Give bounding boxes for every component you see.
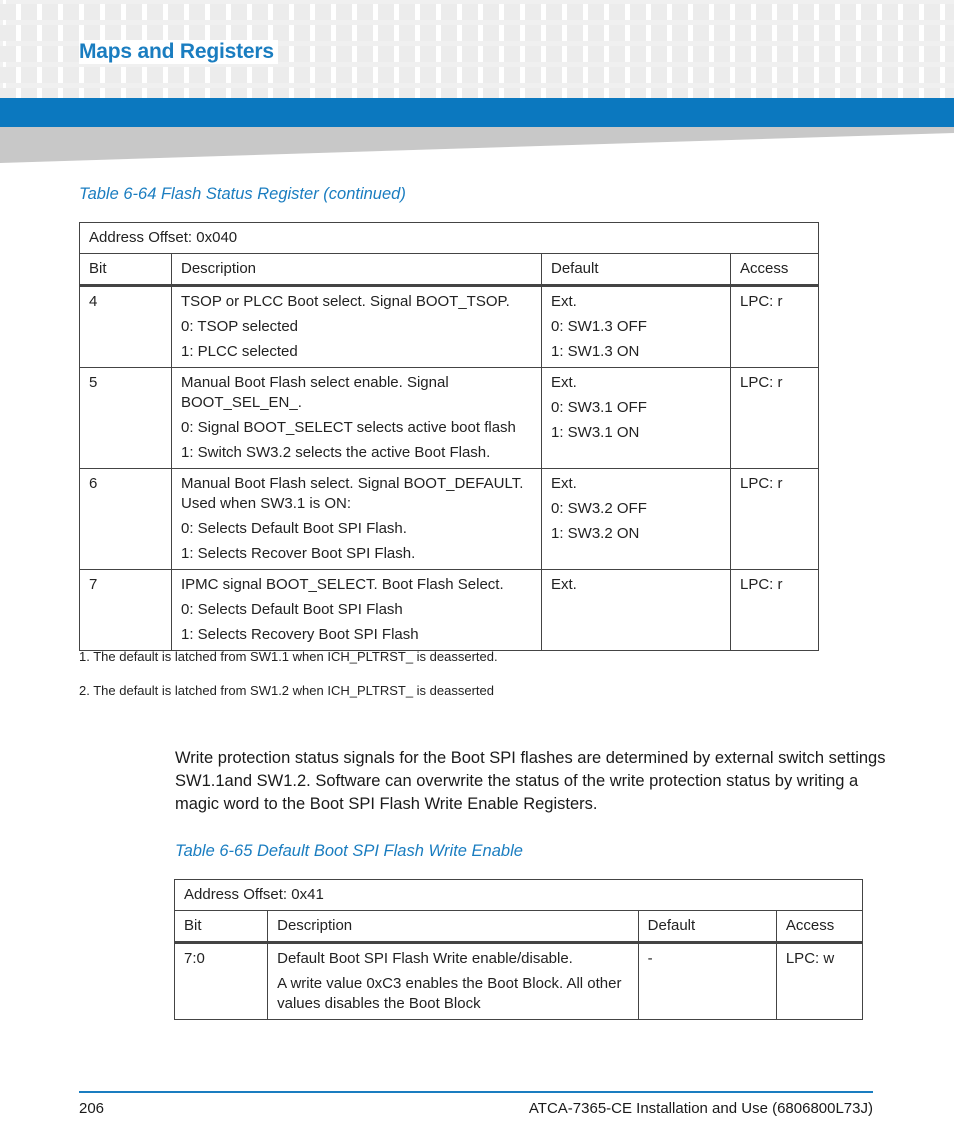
footnote-2: 2. The default is latched from SW1.2 when ICH_PLTRST_ is deasserted <box>79 683 494 698</box>
footnote-1: 1. The default is latched from SW1.1 when ICH_PLTRST_ is deasserted. <box>79 649 498 664</box>
address-offset: Address Offset: 0x040 <box>80 223 819 254</box>
description-cell <box>172 368 542 469</box>
column-header: Bit <box>175 911 268 943</box>
access-cell: LPC: w <box>776 943 862 1020</box>
document-id: ATCA-7365-CE Installation and Use (6806800L73J) <box>528 1100 873 1117</box>
table-row <box>80 368 819 469</box>
address-row <box>175 880 863 911</box>
description-line: 0: Selects Default Boot SPI Flash <box>181 601 403 618</box>
column-header: Description <box>268 911 639 943</box>
table2-caption: Table 6-65 Default Boot SPI Flash Write Enable <box>175 842 523 860</box>
table-row <box>175 943 863 1020</box>
table-row <box>80 469 819 570</box>
description-line: 0: Signal BOOT_SELECT selects active boot flash <box>181 419 516 436</box>
access-cell: LPC: r <box>731 570 819 651</box>
description-line: 0: TSOP selected <box>181 318 299 335</box>
column-header-row <box>175 911 863 943</box>
table-row <box>80 570 819 651</box>
default-line: Ext. <box>551 475 577 492</box>
column-header: Bit <box>80 254 172 286</box>
description-line: 1: Switch SW3.2 selects the active Boot Flash. <box>181 444 491 461</box>
description-line: 0: Selects Default Boot SPI Flash. <box>181 520 407 537</box>
column-header: Description <box>172 254 542 286</box>
header-blue-bar <box>0 98 954 127</box>
body-paragraph: Write protection status signals for the Boot SPI flashes are determined by external switch settings SW1.1and SW1.2. Software can overwrite the status of the write protection status by writing a magic word to the Boot SPI Flash Write Enable Registers. <box>175 749 886 813</box>
description-line: 1: Selects Recover Boot SPI Flash. <box>181 545 416 562</box>
description-line: IPMC signal BOOT_SELECT. Boot Flash Select. <box>181 576 504 593</box>
address-row <box>80 223 819 254</box>
column-header: Access <box>731 254 819 286</box>
description-line: 1: Selects Recovery Boot SPI Flash <box>181 626 419 643</box>
description-line: Manual Boot Flash select. Signal BOOT_DEFAULT. Used when SW3.1 is ON: <box>181 475 524 512</box>
default-line: 0: SW3.2 OFF <box>551 500 647 517</box>
default-cell <box>638 943 776 1020</box>
default-line: Ext. <box>551 374 577 391</box>
table1-caption: Table 6-64 Flash Status Register (continued) <box>79 185 406 203</box>
default-line: 0: SW3.1 OFF <box>551 399 647 416</box>
default-line: 1: SW3.2 ON <box>551 525 640 542</box>
default-line: - <box>647 950 653 967</box>
description-cell <box>172 469 542 570</box>
description-cell <box>268 943 639 1020</box>
bit-cell: 6 <box>80 469 172 570</box>
bit-cell: 7 <box>80 570 172 651</box>
default-cell <box>542 368 731 469</box>
column-header: Access <box>776 911 862 943</box>
default-line: Ext. <box>551 293 577 310</box>
default-line: Ext. <box>551 576 577 593</box>
bit-cell: 4 <box>80 286 172 368</box>
default-line: 1: SW3.1 ON <box>551 424 640 441</box>
default-cell <box>542 570 731 651</box>
page-title: Maps and Registers <box>79 40 278 64</box>
access-cell: LPC: r <box>731 286 819 368</box>
description-line: Manual Boot Flash select enable. Signal BOOT_SEL_EN_. <box>181 374 449 411</box>
description-line: A write value 0xC3 enables the Boot Block. All other values disables the Boot Block <box>277 975 622 1012</box>
default-cell <box>542 469 731 570</box>
description-line: Default Boot SPI Flash Write enable/disable. <box>277 950 573 967</box>
description-line: TSOP or PLCC Boot select. Signal BOOT_TSOP. <box>181 293 510 310</box>
description-line: 1: PLCC selected <box>181 343 298 360</box>
default-cell <box>542 286 731 368</box>
footer-divider <box>79 1091 873 1093</box>
column-header: Default <box>638 911 776 943</box>
table-row <box>80 286 819 368</box>
flash-status-register-table <box>79 222 819 651</box>
access-cell: LPC: r <box>731 368 819 469</box>
default-line: 0: SW1.3 OFF <box>551 318 647 335</box>
bit-cell: 7:0 <box>175 943 268 1020</box>
address-offset: Address Offset: 0x41 <box>175 880 863 911</box>
column-header: Default <box>542 254 731 286</box>
access-cell: LPC: r <box>731 469 819 570</box>
write-enable-table <box>174 879 863 1020</box>
column-header-row <box>80 254 819 286</box>
bit-cell: 5 <box>80 368 172 469</box>
default-line: 1: SW1.3 ON <box>551 343 640 360</box>
header-gray-wedge <box>0 127 954 163</box>
description-cell <box>172 570 542 651</box>
page-number: 206 <box>79 1100 105 1117</box>
description-cell <box>172 286 542 368</box>
